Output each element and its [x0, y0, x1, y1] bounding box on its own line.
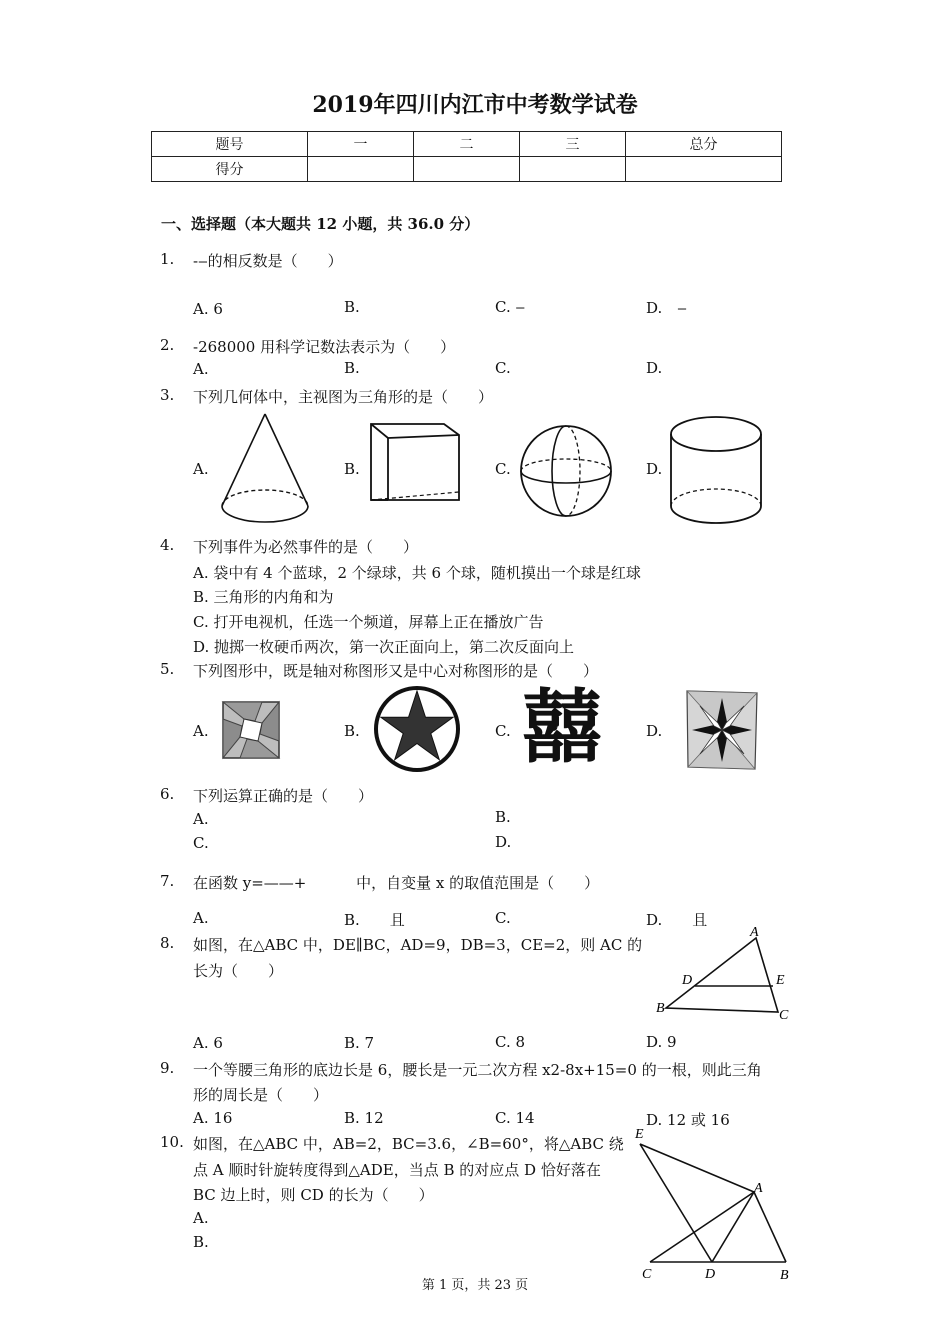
option-c: C. 14: [495, 1109, 535, 1127]
score-header-cell: 二: [414, 132, 520, 157]
question-stem: 下列事件为必然事件的是（ ）: [193, 538, 419, 556]
cone-figure: [215, 410, 315, 526]
point-label: D: [705, 1267, 716, 1282]
option-a: A.: [193, 360, 209, 378]
point-label: E: [635, 1127, 644, 1142]
option-b: B. 7: [344, 1034, 375, 1052]
option-d: D. ‒: [646, 299, 687, 317]
question-stem: 下列图形中，既是轴对称图形又是中心对称图形的是（ ）: [193, 662, 599, 680]
question-number: 8.: [160, 934, 175, 952]
question-stem: 下列运算正确的是（ ）: [193, 787, 374, 805]
question-stem-line3: BC 边上时，则 CD 的长为（ ）: [193, 1186, 434, 1204]
score-cell[interactable]: [414, 157, 520, 182]
option-b: B.: [193, 1233, 209, 1251]
option-a: A. 16: [193, 1109, 233, 1127]
question-stem: 如图，在△ABC 中，DE∥BC，AD=9，DB=3，CE=2，则 AC 的: [193, 936, 643, 954]
option-c: C. 8: [495, 1033, 526, 1051]
point-label: D: [682, 973, 693, 988]
option-c: C.: [495, 460, 511, 478]
rotation-triangle-figure: [630, 1122, 800, 1284]
option-d: D. 抛掷一枚硬币两次，第一次正面向上，第二次反面向上: [193, 638, 575, 656]
score-header-cell: 题号: [152, 132, 308, 157]
question-stem-line2: 点 A 顺时针旋转度得到△ADE，当点 B 的对应点 D 恰好落在: [193, 1161, 601, 1179]
point-label: B: [656, 1001, 665, 1016]
option-d: D.: [646, 722, 663, 740]
option-a: A. 袋中有 4 个蓝球，2 个绿球，共 6 个球，随机摸出一个球是红球: [193, 564, 641, 582]
option-b: B. 三角形的内角和为: [193, 588, 334, 606]
option-c: C.: [495, 722, 511, 740]
point-label: A: [750, 925, 759, 940]
question-stem: 一个等腰三角形的底边长是 6，腰长是一元二次方程 x2-8x+15=0 的一根，则此三角: [193, 1061, 762, 1079]
pinwheel-square-figure: [222, 701, 280, 759]
score-header-cell: 总分: [626, 132, 782, 157]
star-tile-figure: [686, 690, 758, 770]
option-a: A.: [193, 810, 209, 828]
question-number: 6.: [160, 785, 175, 803]
option-a: A.: [193, 460, 209, 478]
point-label: E: [776, 973, 785, 988]
section-heading: 一、选择题（本大题共 12 小题，共 36.0 分）: [161, 215, 480, 233]
option-a: A. 6: [193, 300, 223, 318]
point-label: A: [754, 1181, 763, 1196]
score-table: [151, 131, 782, 182]
option-b: B.: [344, 722, 360, 740]
option-b: B. 12: [344, 1109, 384, 1127]
question-number: 7.: [160, 872, 175, 890]
cylinder-figure: [668, 414, 764, 526]
option-c: C.: [495, 359, 511, 377]
option-a: A. 6: [193, 1034, 223, 1052]
option-a: A.: [193, 1209, 209, 1227]
point-label: C: [779, 1008, 789, 1023]
option-b: B.: [344, 359, 360, 377]
prism-figure: [366, 420, 466, 505]
question-stem: 下列几何体中，主视图为三角形的是（ ）: [193, 388, 494, 406]
question-stem: 如图，在△ABC 中，AB=2，BC=3.6，∠B=60°，将△ABC 绕: [193, 1135, 624, 1153]
option-b: B.: [344, 298, 360, 316]
score-row-label: 得分: [152, 157, 308, 182]
option-b: B. 且: [344, 911, 405, 929]
score-cell[interactable]: [520, 157, 626, 182]
score-header-cell: 三: [520, 132, 626, 157]
question-number: 4.: [160, 536, 175, 554]
question-number: 9.: [160, 1059, 175, 1077]
option-c: C. 打开电视机，任选一个频道，屏幕上正在播放广告: [193, 613, 544, 631]
score-cell[interactable]: [308, 157, 414, 182]
option-c: C.: [193, 834, 209, 852]
point-label: B: [780, 1268, 789, 1283]
question-stem-line2: 形的周长是（ ）: [193, 1086, 329, 1104]
question-number: 5.: [160, 660, 175, 678]
question-number: 2.: [160, 336, 175, 354]
option-d: D. 12 或 16: [646, 1111, 730, 1129]
question-number: 10.: [160, 1133, 184, 1151]
sphere-figure: [518, 423, 614, 519]
question-number: 1.: [160, 250, 175, 268]
option-a: A.: [193, 722, 209, 740]
option-c: C. ‒: [495, 298, 526, 316]
option-c: C.: [495, 909, 511, 927]
star-circle-figure: [373, 685, 461, 773]
exam-title: 2019年四川内江市中考数学试卷: [312, 92, 638, 118]
question-number: 3.: [160, 386, 175, 404]
question-stem: -‒的相反数是（ ）: [193, 252, 343, 270]
option-d: D. 9: [646, 1033, 677, 1051]
question-stem-line2: 长为（ ）: [193, 962, 284, 980]
score-table-score-row: [152, 157, 782, 182]
score-table-header-row: [152, 132, 782, 157]
option-b: B.: [344, 460, 360, 478]
question-stem: 在函数 y=——+ 中，自变量 x 的取值范围是（ ）: [193, 874, 600, 892]
point-label: C: [642, 1267, 652, 1282]
option-d: D. 且: [646, 911, 708, 929]
option-a: A.: [193, 909, 209, 927]
option-d: D.: [495, 833, 512, 851]
page-footer: 第 1 页，共 23 页: [421, 1278, 529, 1293]
triangle-de-parallel-bc-figure: [652, 926, 798, 1026]
option-b: B.: [495, 808, 511, 826]
score-cell[interactable]: [626, 157, 782, 182]
option-d: D.: [646, 359, 663, 377]
question-stem: -268000 用科学记数法表示为（ ）: [193, 338, 456, 356]
option-d: D.: [646, 460, 663, 478]
score-header-cell: 一: [308, 132, 414, 157]
double-happiness-glyph: 囍: [522, 681, 602, 774]
